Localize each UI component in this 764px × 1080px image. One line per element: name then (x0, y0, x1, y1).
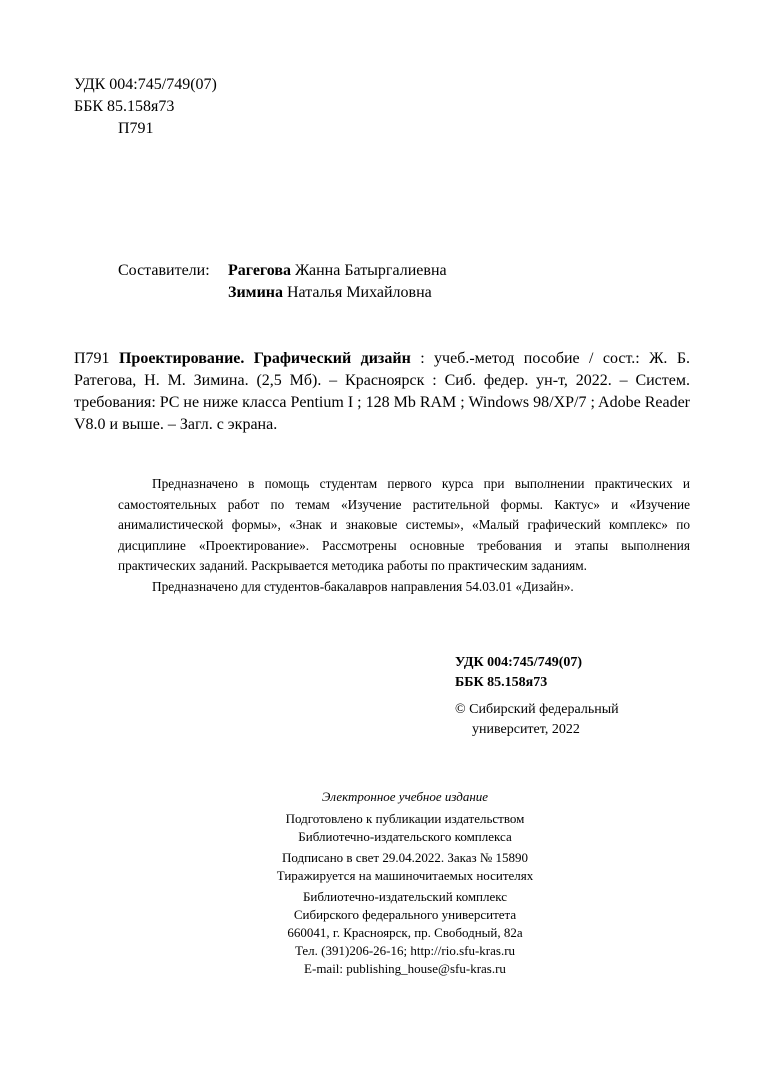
compilers-label: Составители: (118, 262, 210, 279)
classification-header (74, 74, 217, 140)
annotation (118, 474, 690, 598)
copyright-line-2: университет, 2022 (472, 722, 580, 737)
signed-line: Подписано в свет 29.04.2022. Заказ № 15890 (281, 850, 529, 865)
udk-code-bottom: УДК 004:745/749(07) (455, 655, 583, 670)
bbk-code-bottom: ББК 85.158я73 (455, 675, 548, 690)
author-mark: П791 (118, 120, 154, 137)
compilers-block (118, 260, 447, 304)
compiler-row-1 (118, 260, 447, 282)
bbk-code: ББК 85.158я73 (74, 98, 175, 115)
compiler-row-2 (118, 282, 447, 304)
copyright-line-1: © Сибирский федеральный (455, 702, 619, 717)
replicated-line: Тиражируется на машиночитаемых носителях (276, 868, 534, 883)
author2-name: Наталья Михайловна (283, 284, 432, 301)
author1-name: Жанна Батыргалиевна (291, 262, 447, 279)
publisher-address: 660041, г. Красноярск, пр. Свободный, 82а (287, 925, 523, 940)
publisher-email: E-mail: publishing_house@sfu-kras.ru (304, 961, 506, 976)
bibliographic-text (74, 348, 690, 436)
prepared-line-1: Подготовлено к публикации издательством (285, 811, 525, 826)
publisher-line-1: Библиотечно-издательский комплекс (302, 889, 508, 904)
copyright-notice (455, 700, 619, 740)
biblio-code: П791 (74, 350, 110, 367)
edition-label: Электронное учебное издание (321, 789, 489, 804)
author2-surname: Зимина (228, 284, 283, 301)
bibliographic-record (74, 348, 690, 436)
annotation-paragraph-1: Предназначено в помощь студентам первого курса при выполнении практических и самостоятельных работ по темам «Изучение растительной формы. Кактус» и «Изучение анималистической формы», «Знак и знаковые системы», «Малый графический комплекс» по дисциплине «Проектирование». Рассмотрены основные требования и этапы выполнения практических заданий. Раскрывается методика работы по практическим заданиям. (118, 476, 690, 574)
publication-info (200, 849, 610, 885)
annotation-paragraph-2: Предназначено для студентов-бакалавров направления 54.03.01 «Дизайн». (152, 578, 574, 594)
publisher-line-2: Сибирского федерального университета (293, 907, 517, 922)
edition-type (200, 788, 610, 806)
udk-code: УДК 004:745/749(07) (74, 76, 217, 93)
publisher-info (200, 888, 610, 978)
publisher-phone: Тел. (391)206-26-16; http://rio.sfu-kras.ru (294, 943, 516, 958)
classification-footer (455, 653, 582, 693)
biblio-title: Проектирование. Графический дизайн (118, 350, 411, 367)
prepared-line-2: Библиотечно-издательского комплекса (298, 829, 512, 844)
author1-surname: Рагегова (228, 262, 292, 279)
biblio-details: : учеб.-метод пособие / сост.: Ж. Б. Ратегова, Н. М. Зимина. (2,5 Мб). – Красноярск : Сиб. федер. ун-т, 2022. – Систем. требования: PC не ниже класса Pentium I ; 128 Mb RAM ; Windows 98/XP/7 ; Adobe Reader V8.0 и выше. – Загл. с экрана. (74, 350, 691, 433)
prepared-by (200, 810, 610, 846)
